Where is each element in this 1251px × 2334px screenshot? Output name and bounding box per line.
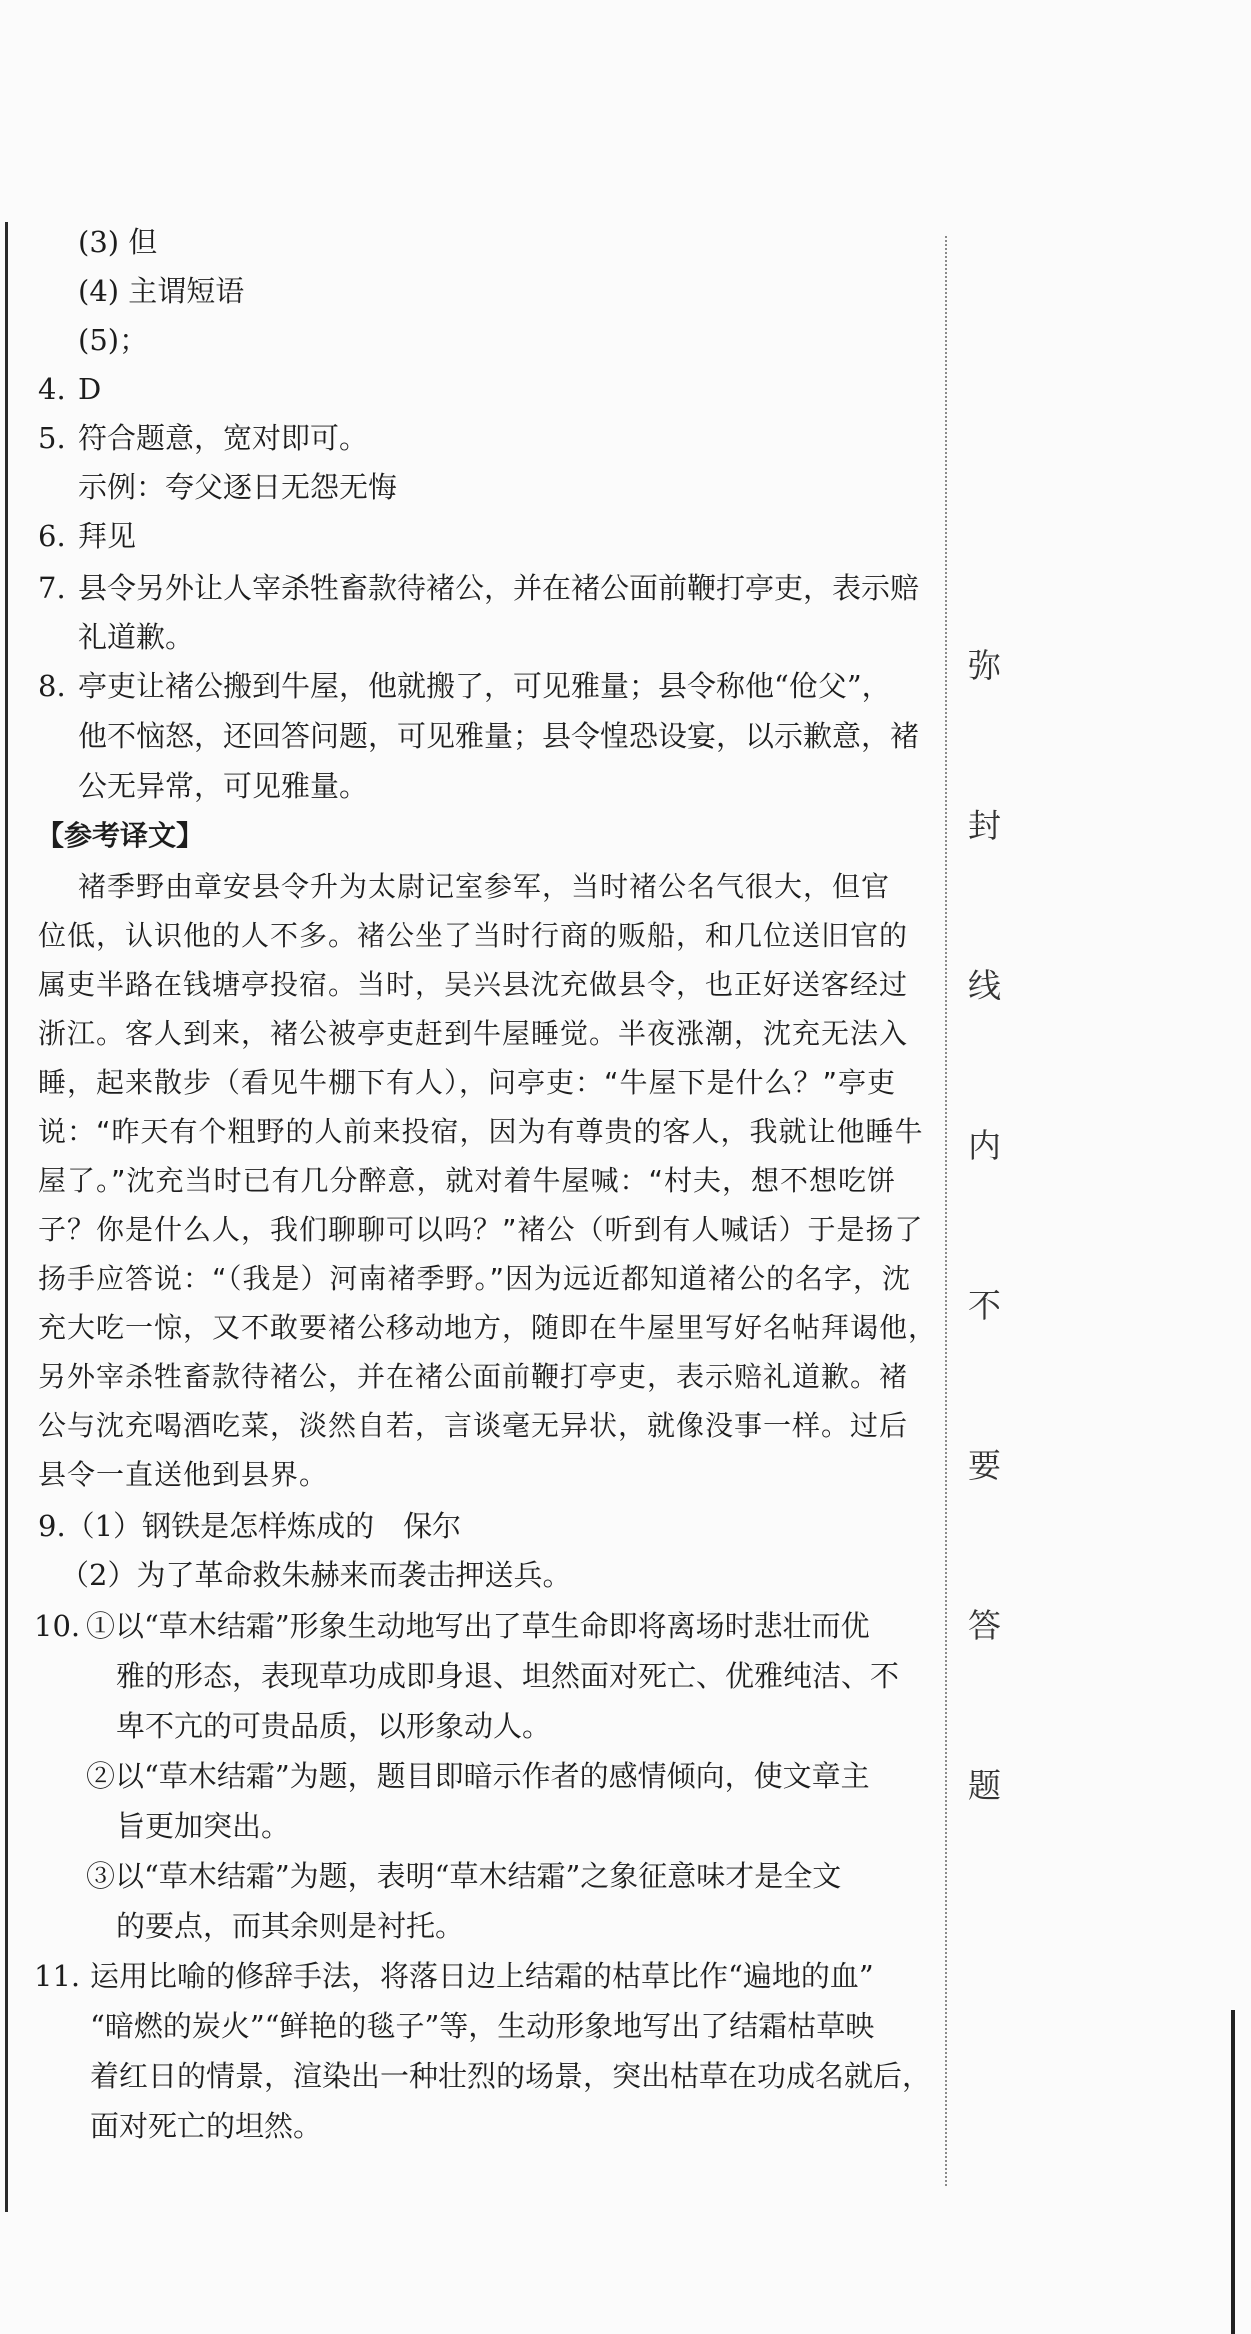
answer-3-5: (5)； <box>78 323 149 357</box>
answer-11-line-4: 面对死亡的坦然。 <box>90 2109 323 2143</box>
answer-10-3-line-1: ③以“草木结霜”为题，表明“草木结霜”之象征意味才是全文 <box>86 1859 842 1893</box>
answer-8-number: 8. <box>38 669 66 703</box>
answer-3-4: (4) 主谓短语 <box>78 274 245 308</box>
seal-char: 弥 <box>968 646 1001 685</box>
seal-char: 不 <box>968 1286 1001 1325</box>
answer-4: D <box>78 372 102 406</box>
seal-char: 要 <box>968 1446 1001 1485</box>
translation-line: 睡，起来散步（看见牛棚下有人），问亭吏：“牛屋下是什么？”亭吏 <box>38 1066 897 1099</box>
seal-char: 线 <box>968 966 1001 1005</box>
translation-line: 扬手应答说：“（我是）河南褚季野。”因为远近都知道褚公的名字，沈 <box>38 1262 912 1295</box>
answer-10-1-line-2: 雅的形态，表现草功成即身退、坦然面对死亡、优雅纯洁、不 <box>116 1659 900 1693</box>
translation-line: 另外宰杀牲畜款待褚公，并在褚公面前鞭打亭吏，表示赔礼道歉。褚 <box>38 1360 909 1393</box>
answer-10-2-line-2: 旨更加突出。 <box>116 1809 291 1843</box>
translation-line: 浙江。客人到来，褚公被亭吏赶到牛屋睡觉。半夜涨潮，沈充无法入 <box>38 1017 909 1050</box>
right-edge-rule <box>1231 2010 1235 2334</box>
answer-10-1-line-3: 卑不亢的可贵品质，以形象动人。 <box>116 1709 552 1743</box>
answer-10-1-line-1: ①以“草木结霜”形象生动地写出了草生命即将离场时悲壮而优 <box>86 1609 870 1643</box>
translation-line: 褚季野由章安县令升为太尉记室参军，当时褚公名气很大，但官 <box>78 870 891 903</box>
answer-6-number: 6. <box>38 519 66 553</box>
answer-5-number: 5. <box>38 421 66 455</box>
translation-heading: 【参考译文】 <box>36 819 205 852</box>
translation-line: 屋了。”沈充当时已有几分醉意，就对着牛屋喊：“村夫，想不想吃饼 <box>38 1164 897 1197</box>
answer-5: 符合题意，宽对即可。 <box>78 421 369 455</box>
seal-char: 题 <box>968 1766 1001 1805</box>
answer-7-number: 7. <box>38 571 66 605</box>
answer-8-line-1: 亭吏让褚公搬到牛屋，他就搬了，可见雅量；县令称他“伧父”， <box>78 669 891 703</box>
answer-8-line-3: 公无异常，可见雅量。 <box>78 769 369 803</box>
seal-char: 内 <box>968 1126 1001 1165</box>
answer-8-line-2: 他不恼怒，还回答问题，可见雅量；县令惶恐设宴，以示歉意，褚 <box>78 719 920 753</box>
answer-9-1: 9.（1）钢铁是怎样炼成的 保尔 <box>38 1509 462 1543</box>
answer-5-example: 示例：夸父逐日无怨无悔 <box>78 470 398 504</box>
answer-9-2: （2）为了革命救朱赫来而袭击押送兵。 <box>60 1558 572 1592</box>
translation-line: 位低，认识他的人不多。褚公坐了当时行商的贩船，和几位送旧官的 <box>38 919 909 952</box>
translation-line: 充大吃一惊，又不敢要褚公移动地方，随即在牛屋里写好名帖拜谒他， <box>38 1311 938 1344</box>
translation-line: 公与沈充喝酒吃菜，淡然自若，言谈毫无异状，就像没事一样。过后 <box>38 1409 909 1442</box>
left-margin-rule <box>5 222 8 2212</box>
seal-char: 答 <box>968 1606 1001 1645</box>
answer-11-number: 11. <box>34 1959 81 1993</box>
answer-11-line-2: “暗燃的炭火”“鲜艳的毯子”等，生动形象地写出了结霜枯草映 <box>90 2009 875 2043</box>
answer-11-line-1: 运用比喻的修辞手法，将落日边上结霜的枯草比作“遍地的血” <box>90 1959 874 1993</box>
translation-line: 属吏半路在钱塘亭投宿。当时，吴兴县沈充做县令，也正好送客经过 <box>38 968 909 1001</box>
seal-char: 封 <box>968 806 1001 845</box>
translation-line: 子？你是什么人，我们聊聊可以吗？”褚公（听到有人喊话）于是扬了 <box>38 1213 924 1246</box>
answer-10-3-line-2: 的要点，而其余则是衬托。 <box>116 1909 465 1943</box>
answer-6: 拜见 <box>78 519 137 553</box>
answer-3-3: (3) 但 <box>78 225 158 259</box>
translation-line: 县令一直送他到县界。 <box>38 1458 329 1491</box>
seal-line <box>945 236 947 2186</box>
answer-7-line-2: 礼道歉。 <box>78 620 195 654</box>
answer-10-2-line-1: ②以“草木结霜”为题，题目即暗示作者的感情倾向，使文章主 <box>86 1759 870 1793</box>
answer-7-line-1: 县令另外让人宰杀牲畜款待褚公，并在褚公面前鞭打亭吏，表示赔 <box>78 571 920 605</box>
answer-11-line-3: 着红日的情景，渲染出一种壮烈的场景，突出枯草在功成名就后， <box>90 2059 932 2093</box>
answer-10-number: 10. <box>34 1609 81 1643</box>
answer-4-number: 4. <box>38 372 66 406</box>
translation-line: 说：“昨天有个粗野的人前来投宿，因为有尊贵的客人，我就让他睡牛 <box>38 1115 924 1148</box>
